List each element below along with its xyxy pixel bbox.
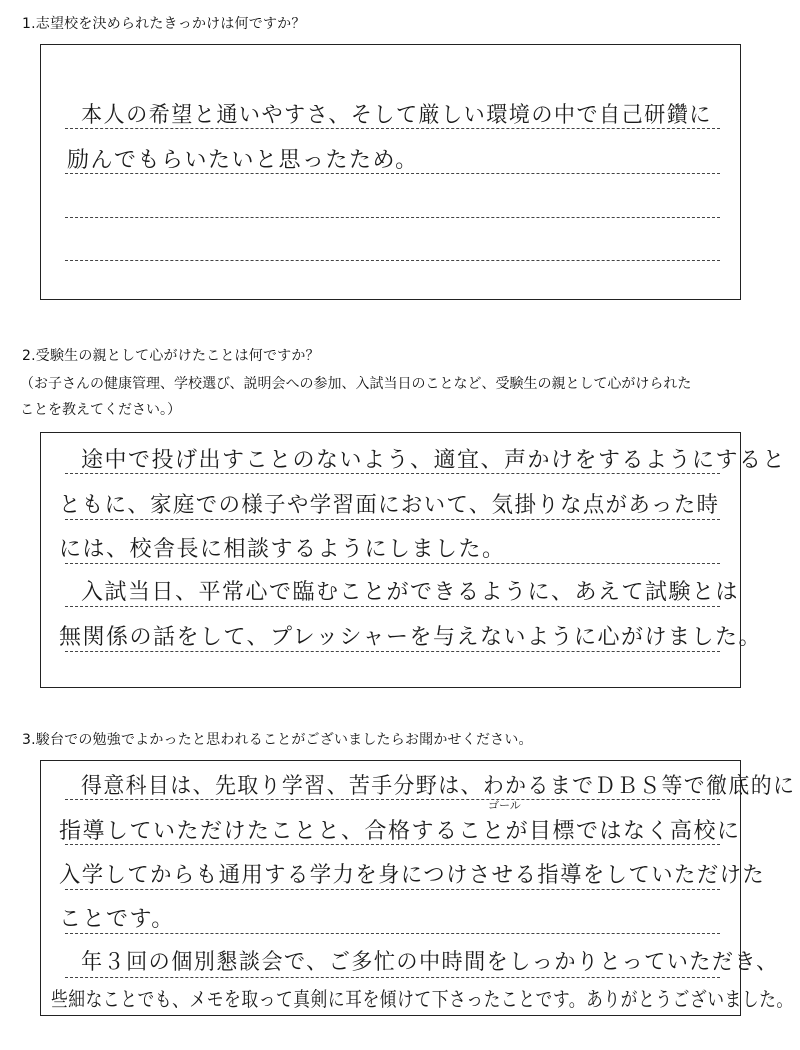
answer-line bbox=[65, 889, 720, 890]
answer-2-line-2: ともに、家庭での様子や学習面において、気掛りな点があった時 bbox=[59, 493, 720, 518]
answer-3-line-5: 年３回の個別懇談会で、ご多忙の中時間をしっかりとっていただき、 bbox=[81, 950, 779, 975]
answer-2-line-4: 入試当日、平常心で臨むことができるように、あえて試験とは bbox=[81, 580, 740, 605]
question-2-subtitle-2: ことを教えてください。） bbox=[20, 402, 181, 418]
answer-line bbox=[65, 977, 720, 978]
answer-line bbox=[65, 651, 720, 652]
answer-3-line-3: 入学してからも通用する学力を身につけさせる指導をしていただけた bbox=[59, 863, 766, 888]
answer-2-line-3: には、校舎長に相談するようにしました。 bbox=[59, 537, 506, 562]
answer-3-line-6: 些細なことでも、メモを取って真剣に耳を傾けて下さったことです。ありがとうございました。 bbox=[51, 987, 794, 1011]
answer-line bbox=[65, 260, 720, 261]
answer-box-1 bbox=[40, 44, 741, 300]
answer-1-line-1: 本人の希望と通いやすさ、そして厳しい環境の中で自己研鑽に bbox=[81, 103, 712, 128]
answer-3-line-4: ことです。 bbox=[59, 907, 175, 932]
answer-line bbox=[65, 519, 720, 520]
answer-box-3 bbox=[40, 760, 796, 1016]
answer-line bbox=[65, 606, 720, 607]
question-1-title: 1.志望校を決められたきっかけは何ですか？ bbox=[22, 16, 306, 32]
answer-line bbox=[65, 563, 720, 564]
answer-3-line-1: 得意科目は、先取り学習、苦手分野は、わかるまでＤＢＳ等で徹底的に bbox=[81, 774, 796, 799]
question-2-title: 2.受験生の親として心がけたことは何ですか？ bbox=[22, 348, 320, 364]
answer-line bbox=[65, 933, 720, 934]
ruby-annotation: ゴール bbox=[488, 799, 521, 812]
answer-box-2 bbox=[40, 432, 787, 688]
answer-2-line-5: 無関係の話をして、プレッシャーを与えないように心がけました。 bbox=[59, 625, 763, 650]
question-2-subtitle-1: （お子さんの健康管理、学校選び、説明会への参加、入試当日のことなど、受験生の親として心がけられた bbox=[20, 376, 692, 392]
answer-3-line-2: 指導していただけたことと、合格することが目標ではなく高校に bbox=[59, 819, 741, 844]
question-3-title: 3.駿台での勉強でよかったと思われることがございましたらお聞かせください。 bbox=[22, 732, 533, 748]
answer-1-line-2: 励んでもらいたいと思ったため。 bbox=[67, 148, 419, 173]
answer-2-line-1: 途中で投げ出すことのないよう、適宜、声かけをするようにすると bbox=[81, 448, 787, 473]
answer-line bbox=[65, 217, 720, 218]
